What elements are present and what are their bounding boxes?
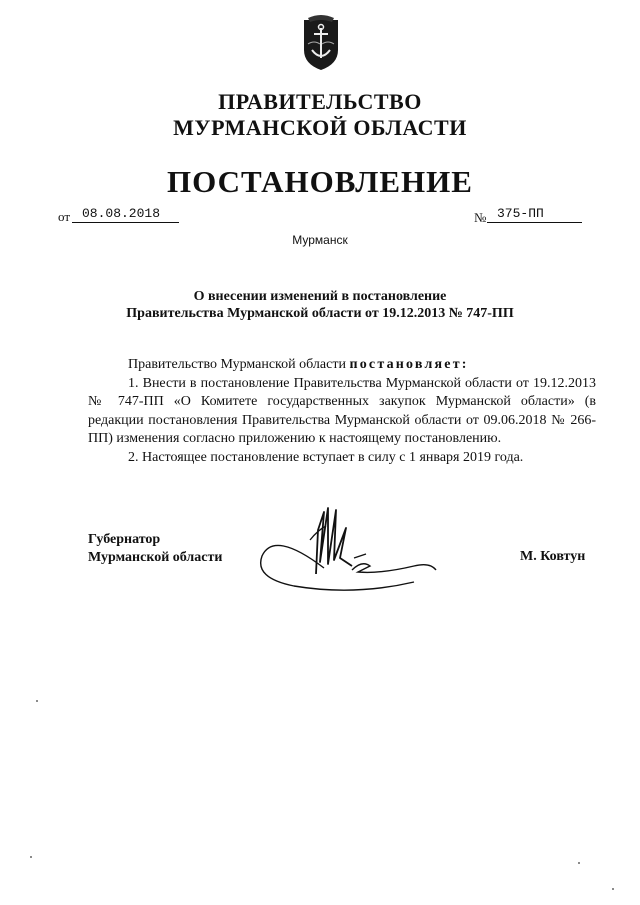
murmansk-coat-of-arms-icon [298,14,344,72]
signatory-name: М. Ковтун [520,549,586,564]
org-name-line1: ПРАВИТЕЛЬСТВО [218,89,422,114]
signatory-title-line2: Мурманской области [88,550,223,565]
date-label: от [58,209,71,224]
decree-body [88,356,596,467]
document-date: 08.08.2018 [72,206,179,223]
scan-speck [30,856,32,858]
signatory-title-line1: Губернатор [88,532,161,547]
subject-line2: Правительства Мурманской области от 19.12.2013 № 747-ПП [126,306,514,321]
org-name-line2: МУРМАНСКОЙ ОБЛАСТИ [173,115,467,140]
number-label: № [474,210,487,225]
signatory-title [88,531,222,567]
handwritten-signature [254,500,444,610]
decree-preamble [88,356,596,375]
city-name: Мурманск [292,233,348,247]
decree-item-2: 2. Настоящее постановление вступает в силу с 1 января 2019 года. [128,449,524,465]
document-type-title: ПОСТАНОВЛЕНИЕ [167,164,473,199]
decree-item-1: 1. Внести в постановление Правительства Мурманской области от 19.12.2013 № 747-ПП «О Комитете государственных закупок Мурманской области» (в редакции постановления Правительства Мурманской области от 09.06.2018 № 266-ПП) изменения согласно приложению к настоящему постановлению. [88,375,596,446]
preamble-text: Правительство Мурманской области [128,357,350,372]
scan-speck [578,862,580,864]
scan-speck [36,700,38,702]
document-number: 375-ПП [487,206,582,223]
preamble-verb: постановляет: [349,357,469,372]
subject-line1: О внесении изменений в постановление [193,289,447,304]
scan-speck [612,888,614,890]
